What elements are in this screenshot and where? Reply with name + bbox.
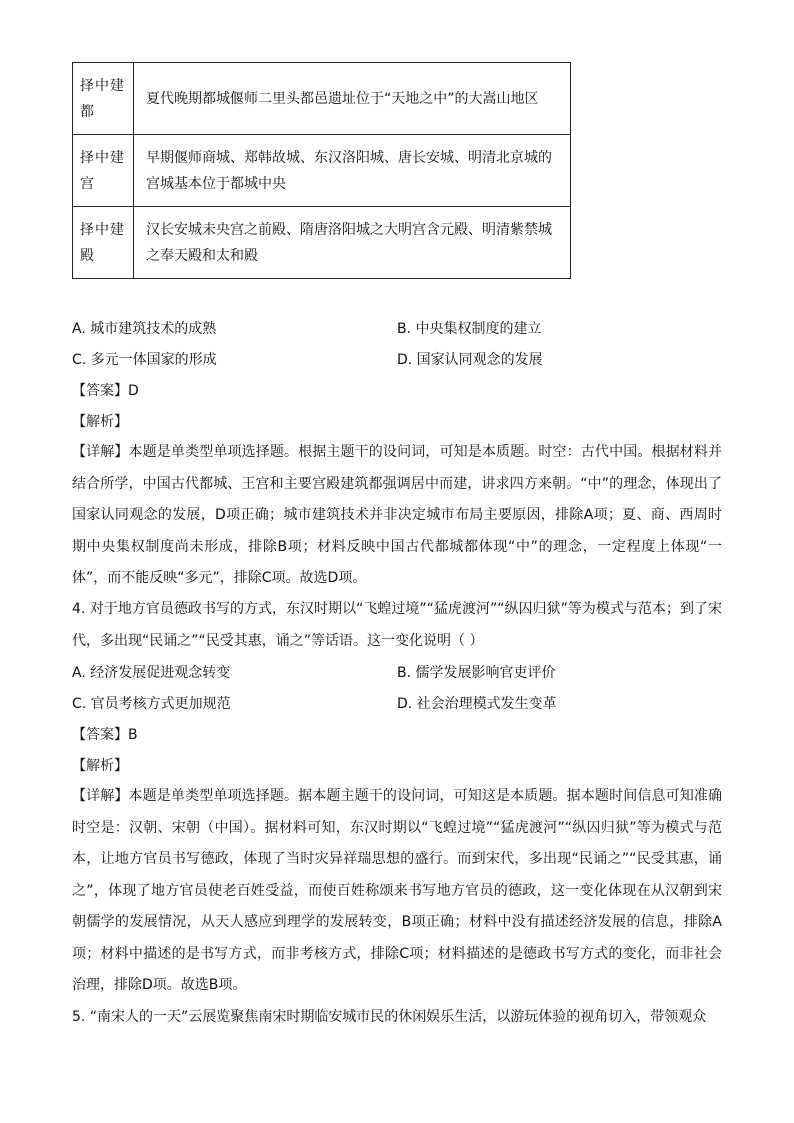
q3-option-b: B. 中央集权制度的建立 <box>397 321 542 337</box>
q4-analysis-heading: 【解析】 <box>72 758 128 774</box>
q3-option-c: C. 多元一体国家的形成 <box>72 352 217 368</box>
q4-option-a: A. 经济发展促进观念转变 <box>72 665 231 681</box>
table-row-label: 择中建殿 <box>73 207 134 279</box>
q4-stem: 4. 对于地方官员德政书写的方式，东汉时期以“飞蝗过境”“猛虎渡河”“纵囚归狱”等为模式与范本；到了宋代，多出现“民诵之”“民受其惠，诵之”等话语。这一变化说明（ ） <box>72 601 722 649</box>
material-table <box>72 62 571 279</box>
q4-option-d: D. 社会治理模式发生变革 <box>397 696 557 712</box>
q5-stem: 5. “南宋人的一天”云展览聚焦南宋时期临安城市民的休闲娱乐生活，以游玩体验的视角切入，带领观众 <box>72 1009 707 1025</box>
table-row <box>73 63 571 135</box>
table-row <box>73 135 571 207</box>
q3-answer: 【答案】D <box>72 383 139 399</box>
table-row-label: 择中建都 <box>73 63 134 135</box>
q4-option-c: C. 官员考核方式更加规范 <box>72 696 231 712</box>
table-row-text: 夏代晚期都城偃师二里头都邑遗址位于“天地之中”的大嵩山地区 <box>134 63 571 135</box>
q3-option-d: D. 国家认同观念的发展 <box>397 352 543 368</box>
table-row-text: 早期偃师商城、郑韩故城、东汉洛阳城、唐长安城、明清北京城的宫城基本位于都城中央 <box>134 135 571 207</box>
table-row-label: 择中建宫 <box>73 135 134 207</box>
q3-option-a: A. 城市建筑技术的成熟 <box>72 321 217 337</box>
q3-detail: 【详解】本题是单类型单项选择题。根据主题干的设问词，可知是本质题。时空：古代中国。根据材料并结合所学，中国古代都城、王宫和主要宫殿建筑都强调居中而建，讲求四方来朝。“中”的理念，体现出了国家认同观念的发展，D项正确；城市建筑技术并非决定城市布局主要原因，排除A项；夏、商、西周时期中央集权制度尚未形成，排除B项；材料反映中国古代都城都体现“中”的理念，一定程度上体现“一体”，而不能反映“多元”，排除C项。故选D项。 <box>72 444 722 586</box>
q4-option-b: B. 儒学发展影响官吏评价 <box>397 665 556 681</box>
q4-answer: 【答案】B <box>72 727 138 743</box>
table-row-text: 汉长安城未央宫之前殿、隋唐洛阳城之大明宫含元殿、明清紫禁城之奉天殿和太和殿 <box>134 207 571 279</box>
q4-detail: 【详解】本题是单类型单项选择题。据本题主题干的设问词，可知这是本质题。据本题时间信息可知准确时空是：汉朝、宋朝（中国）。据材料可知，东汉时期以“飞蝗过境”“猛虎渡河”“纵囚归狱”等为模式与范本，让地方官员书写德政，体现了当时灾异祥瑞思想的盛行。而到宋代，多出现“民诵之”“民受其惠，诵之”，体现了地方官员使老百姓受益，而使百姓称颂来书写地方官员的德政，这一变化体现在从汉朝到宋朝儒学的发展情况，从天人感应到理学的发展转变，B项正确；材料中没有描述经济发展的信息，排除A项；材料中描述的是书写方式，而非考核方式，排除C项；材料描述的是德政书写方式的变化，而非社会治理，排除D项。故选B项。 <box>72 788 722 993</box>
table-row <box>73 207 571 279</box>
q3-analysis-heading: 【解析】 <box>72 414 128 430</box>
